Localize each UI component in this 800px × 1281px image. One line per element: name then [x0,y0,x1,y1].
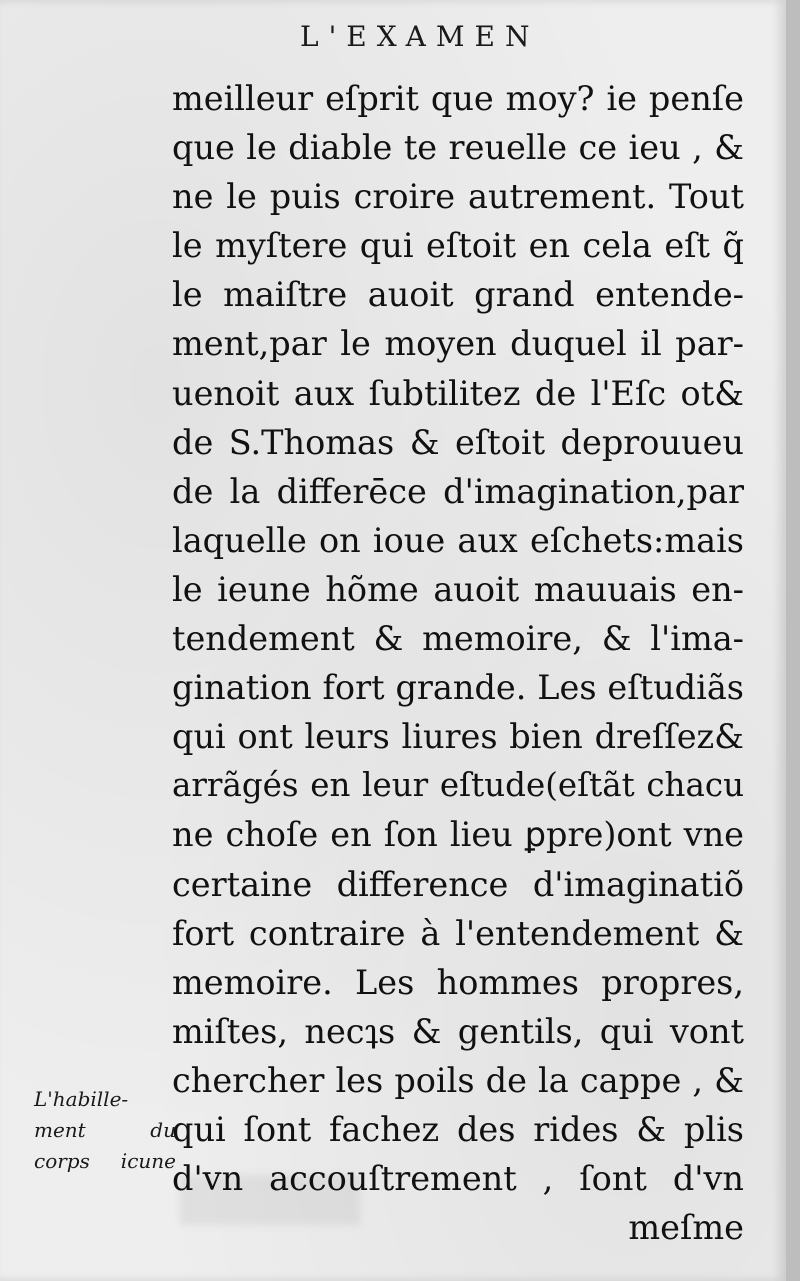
text-line: ne le puis croire autrement. Tout [172,177,744,217]
running-head: L'EXAMEN [300,20,540,53]
text-line: chercher les poils de la cappe , & [172,1060,744,1100]
margin-note-line: corps icune [34,1149,176,1173]
text-line: memoire. Les hommes propres, [172,962,744,1002]
text-line: ment,par le moyen duquel il par- [172,324,744,364]
body-text [172,74,744,1252]
text-line: que le diable te reuelle ce ieu , & [172,128,744,168]
text-line: laquelle on ioue aux eſchets:mais [172,520,744,560]
margin-note-line: L'habille- [34,1087,129,1111]
catchword: meſme [628,1208,744,1248]
text-line: ne choſe en ſon lieu ꝑpre)ont vne [172,815,744,855]
margin-note-line: ment du [34,1118,176,1142]
page-edge [786,0,800,1281]
text-line: certaine difference d'imaginatiõ [172,864,744,904]
margin-note [34,1084,176,1177]
text-line: miſtes, necʇs & gentils, qui vont [172,1011,744,1051]
text-line: de la differēce d'imagination,par [172,471,744,511]
text-line: qui ſont fachez des rides & plis [172,1109,744,1149]
text-line: le myſtere qui eſtoit en cela eſt q̃ [172,226,744,266]
text-line: uenoit aux ſubtilitez de l'Eſc ot& [172,373,744,413]
show-through-shadow [180,1175,360,1225]
text-line: de S.Thomas & eſtoit deprouueu [172,422,744,462]
text-line: tendement & memoire, & l'ima- [172,619,744,659]
text-line: meilleur eſprit que moy? ie penſe [172,79,744,118]
text-line: qui ont leurs liures bien dreſſez& [172,717,744,757]
text-line: fort contraire à l'entendement & [172,913,744,953]
text-line: le ieune hõme auoit mauuais en- [172,569,744,609]
text-line: arrãgés en leur eſtude(eſtãt chacu [172,766,744,805]
text-line: gination fort grande. Les eſtudiãs [172,668,744,708]
text-line: le maiſtre auoit grand entende- [172,275,744,315]
text-line: d'vn accouſtrement , ſont d'vn [172,1159,744,1199]
